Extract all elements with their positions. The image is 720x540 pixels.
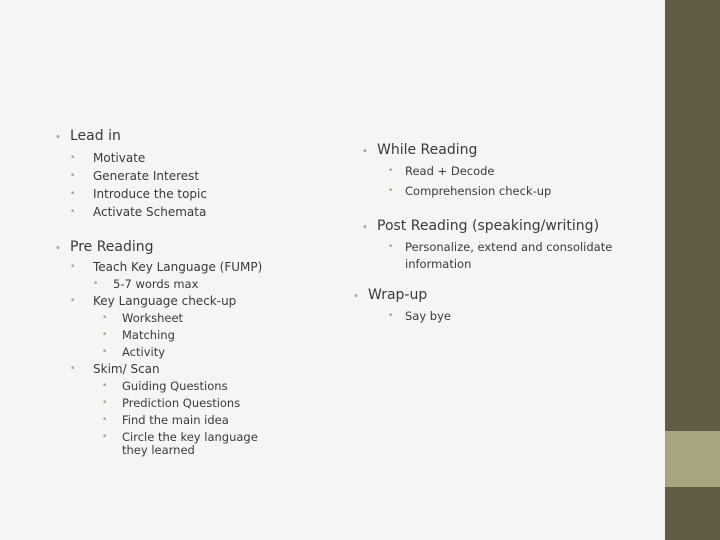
bullet-icon: • — [102, 381, 108, 391]
list-item: • Activity — [102, 345, 166, 359]
bullet-icon: • — [362, 222, 368, 233]
bullet-icon: • — [70, 153, 76, 163]
pre-reading-list — [70, 259, 355, 276]
teach-key-language-sublist — [93, 276, 355, 293]
bullet-icon: • — [70, 364, 76, 374]
while-reading-list — [388, 163, 652, 200]
list-item: • Personalize, extend and consolidate information — [388, 240, 613, 271]
list-item: • 5-7 words max — [93, 277, 199, 291]
key-language-checkup-sublist — [102, 310, 355, 361]
bullet-icon: • — [102, 398, 108, 408]
bullet-icon: • — [55, 132, 61, 143]
sidebar-band-accent — [665, 431, 720, 487]
list-item: • Teach Key Language (FUMP) — [70, 260, 263, 274]
bullet-icon: • — [388, 166, 394, 176]
pre-reading-list-2 — [70, 293, 355, 310]
list-item: • Motivate — [70, 151, 146, 165]
lead-in-heading: • Lead in — [55, 128, 121, 144]
bullet-icon: • — [70, 171, 76, 181]
bullet-icon: • — [93, 279, 99, 289]
list-item: • Introduce the topic — [70, 187, 207, 201]
bullet-icon: • — [102, 432, 108, 442]
pre-reading-heading: • Pre Reading — [55, 239, 154, 255]
right-column — [353, 142, 652, 325]
bullet-icon: • — [70, 296, 76, 306]
bullet-icon: • — [388, 311, 394, 321]
list-item: • Guiding Questions — [102, 379, 228, 393]
skim-scan-sublist — [102, 378, 272, 457]
bullet-icon: • — [55, 243, 61, 254]
bullet-icon: • — [70, 262, 76, 272]
bullet-icon: • — [70, 189, 76, 199]
list-item: • Circle the key language they learned — [102, 430, 258, 457]
list-item: • Find the main idea — [102, 413, 229, 427]
post-reading-list — [388, 239, 613, 273]
pre-reading-section — [55, 239, 355, 256]
wrap-up-heading: • Wrap-up — [353, 287, 428, 303]
bullet-icon: • — [388, 242, 394, 252]
bullet-icon: • — [102, 347, 108, 357]
list-item: • Skim/ Scan — [70, 362, 160, 376]
list-item: • Prediction Questions — [102, 396, 241, 410]
post-reading-section — [362, 218, 652, 235]
wrap-up-section — [353, 287, 652, 304]
list-item: • Say bye — [388, 309, 451, 323]
list-item: • Comprehension check-up — [388, 184, 552, 198]
while-reading-section — [362, 142, 652, 159]
list-item: • Worksheet — [102, 311, 184, 325]
left-column — [55, 128, 355, 457]
sidebar-band-bottom — [665, 487, 720, 540]
lead-in-section — [55, 128, 355, 145]
bullet-icon: • — [388, 186, 394, 196]
bullet-icon: • — [362, 146, 368, 157]
decorative-sidebar — [665, 0, 720, 540]
list-item: • Activate Schemata — [70, 205, 207, 219]
list-item: • Key Language check-up — [70, 294, 237, 308]
bullet-icon: • — [102, 313, 108, 323]
list-item: • Generate Interest — [70, 169, 200, 183]
lead-in-list — [70, 150, 355, 221]
post-reading-heading: • Post Reading (speaking/writing) — [362, 218, 600, 234]
bullet-icon: • — [102, 415, 108, 425]
while-reading-heading: • While Reading — [362, 142, 478, 158]
bullet-icon: • — [70, 207, 76, 217]
bullet-icon: • — [102, 330, 108, 340]
sidebar-band-top — [665, 0, 720, 431]
pre-reading-list-3 — [70, 361, 355, 378]
list-item: • Matching — [102, 328, 175, 342]
bullet-icon: • — [353, 291, 359, 302]
list-item: • Read + Decode — [388, 164, 495, 178]
wrap-up-list — [388, 308, 652, 325]
